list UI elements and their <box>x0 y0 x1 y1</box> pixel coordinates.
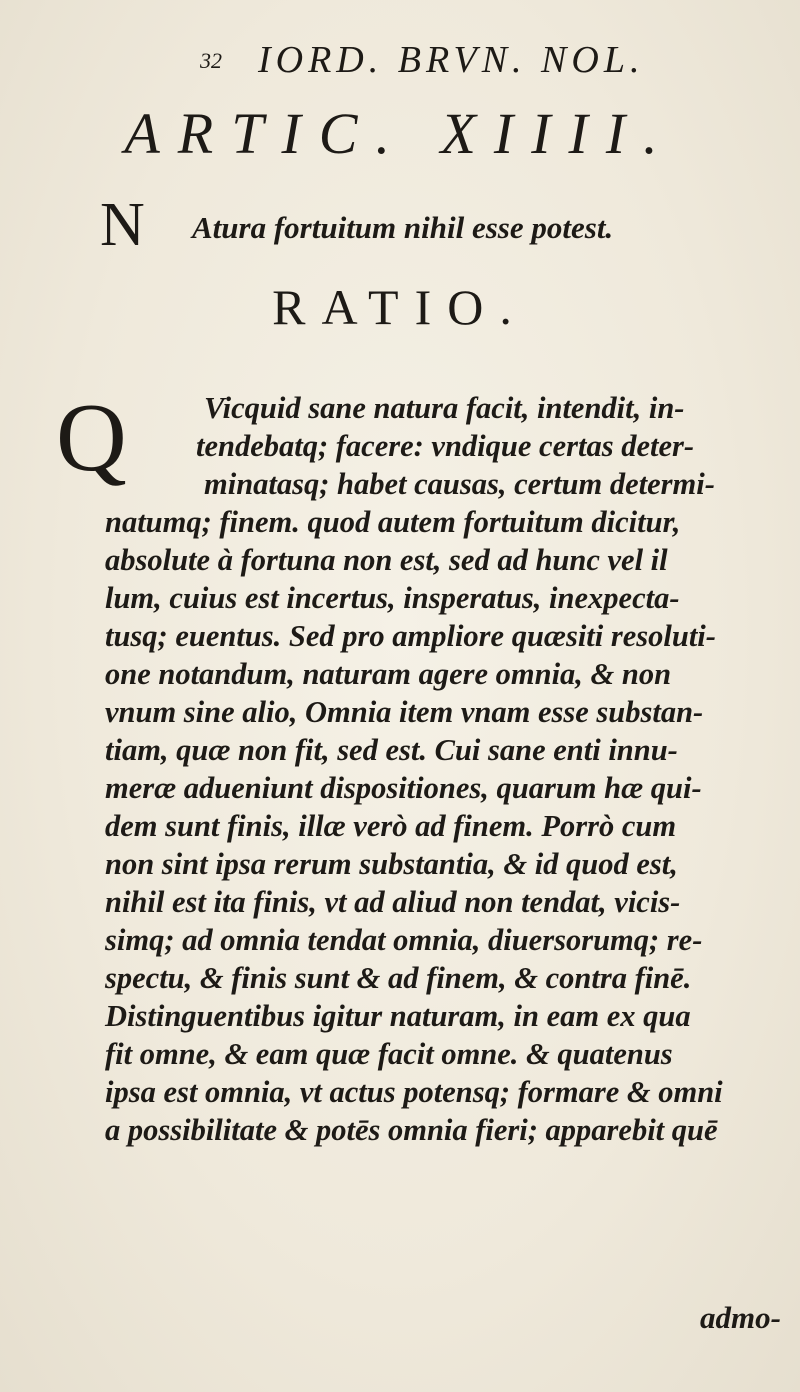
text-line: ipsa est omnia, vt actus potensq; formare & omni <box>105 1075 723 1109</box>
thesis-text: Atura fortuitum nihil esse potest. <box>192 210 614 245</box>
page-header <box>0 38 800 88</box>
text-line: absolute à fortuna non est, sed ad hunc vel il <box>105 543 668 577</box>
thesis-initial: N <box>100 191 145 259</box>
text-line: minatasq; habet causas, certum determi- <box>204 467 715 501</box>
text-line: meræ adueniunt dispositiones, quarum hæ qui- <box>105 771 702 805</box>
text-line: vnum sine alio, Omnia item vnam esse substan- <box>105 695 704 729</box>
catchword: admo- <box>700 1300 781 1335</box>
text-line: spectu, & finis sunt & ad finem, & contra finē. <box>105 961 692 995</box>
text-line: tusq; euentus. Sed pro ampliore quæsiti resoluti- <box>105 619 716 653</box>
text-line: natumq; finem. quod autem fortuitum dicitur, <box>105 505 681 539</box>
text-line: Vicquid sane natura facit, intendit, in- <box>204 391 685 425</box>
text-line: one notandum, naturam agere omnia, & non <box>105 657 672 691</box>
page-number: 32 <box>200 48 222 73</box>
text-line: a possibilitate & potēs omnia fieri; apparebit quē <box>105 1113 718 1147</box>
thesis-statement <box>100 191 720 260</box>
text-line: lum, cuius est incertus, insperatus, inexpecta- <box>105 581 680 615</box>
text-line: fit omne, & eam quæ facit omne. & quatenus <box>105 1037 673 1071</box>
drop-cap: Q <box>56 384 127 492</box>
running-head: IORD. BRVN. NOL. <box>258 39 645 81</box>
text-line: simq; ad omnia tendat omnia, diuersorumq; re- <box>105 923 703 957</box>
article-heading: ARTIC. XIIII. <box>124 101 676 166</box>
text-line: non sint ipsa rerum substantia, & id quod est, <box>105 847 678 881</box>
text-line: tendebatq; facere: vndique certas deter- <box>196 429 695 463</box>
text-line: dem sunt finis, illæ verò ad finem. Porrò cum <box>105 809 677 843</box>
text-line: Distinguentibus igitur naturam, in eam ex qua <box>105 999 691 1033</box>
ratio-heading: RATIO. <box>272 279 528 335</box>
text-line: nihil est ita finis, vt ad aliud non tendat, vicis- <box>105 885 681 919</box>
text-line: tiam, quæ non fit, sed est. Cui sane enti innu- <box>105 733 678 767</box>
